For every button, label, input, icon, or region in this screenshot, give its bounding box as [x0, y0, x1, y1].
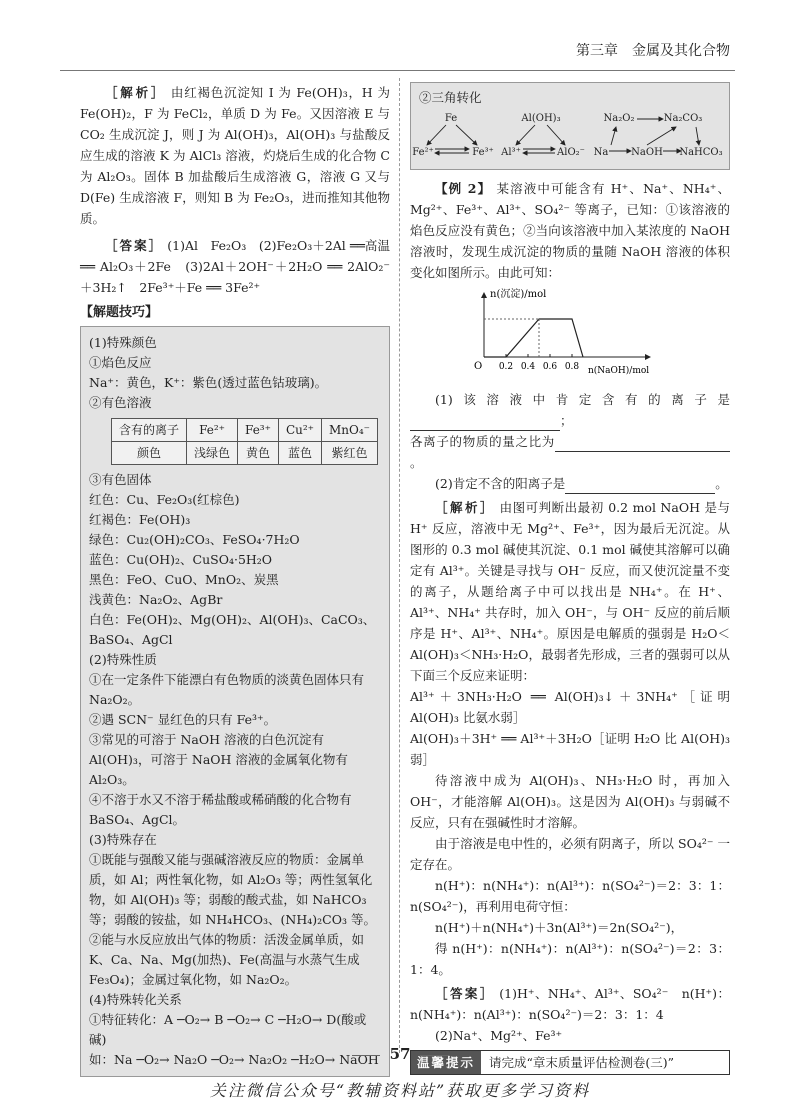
- analysis-line: 由于溶液是电中性的，必须有阴离子，所以 SO₄²⁻ 一定存在。: [410, 836, 730, 872]
- footer-note: 关注微信公众号“教辅资料站”获取更多学习资料: [209, 1081, 591, 1100]
- page-number-text: 57: [389, 1045, 411, 1063]
- table-cell: MnO₄⁻: [322, 419, 378, 442]
- tip-label: 温馨提示: [411, 1051, 481, 1074]
- tri-node: Na₂O₂: [603, 113, 635, 124]
- tri-node: Fe³⁺: [472, 147, 494, 158]
- tri-node: Na: [593, 147, 609, 158]
- chapter-header: 第三章 金属及其化合物: [576, 43, 730, 59]
- analysis-paragraph: [80, 82, 390, 229]
- answer-2-paragraph: [410, 983, 730, 1025]
- answer-paragraph: [80, 235, 390, 298]
- answer-text: (1)Al Fe₂O₃ (2)Fe₂O₃＋2Al ══高温══ Al₂O₃＋2Fe (3)2Al＋2OH⁻＋2H₂O ══ 2AlO₂⁻＋3H₂↑ 2Fe³⁺＋Fe ══ 3Fe²⁺: [80, 238, 390, 295]
- analysis-line: n(H⁺)：n(NH₄⁺)：n(Al³⁺)：n(SO₄²⁻)＝2：3：1：n(SO₄²⁻)，再利用电荷守恒：: [410, 878, 730, 914]
- x-tick-label: 0.4: [520, 362, 536, 372]
- table-cell: Cu²⁺: [278, 419, 321, 442]
- table-cell: 黄色: [238, 442, 279, 465]
- example-text: 某溶液中可能含有 H⁺、Na⁺、NH₄⁺、Mg²⁺、Fe³⁺、Al³⁺、SO₄²⁻ 等离子，已知：①该溶液的焰色反应没有黄色；②当向该溶液中加入某浓度的 NaOH 溶液时，发现生成沉淀的物质的量随 NaOH 溶液的体积变化如图所示。由此可知：: [410, 181, 730, 280]
- answer-blank[interactable]: [555, 451, 730, 452]
- analysis-text: 由红褐色沉淀知 I 为 Fe(OH)₃，H 为 Fe(OH)₂，F 为 FeCl₂，单质 D 为 Fe。又因溶液 E 与 CO₂ 生成沉淀 J，则 J 为 Al(OH)₃，Al(OH)₃ 与盐酸反应生成的溶液 K 为 AlCl₃ 溶液，灼烧后生成的化合物 C 为 Al₂O₃。固体 B 加盐酸后生成溶液 G，溶液 G 又与 D(Fe) 生成溶液 F，则知 B 为 Fe₂O₃，进而推知其他物质。: [80, 85, 390, 226]
- list-item: ①既能与强酸又能与强碱溶液反应的物质：金属单质，如 Al；两性氧化物，如 Al₂O₃ 等；两性氢氧化物，如 Al(OH)₃ 等；弱酸的酸式盐，如 NaHCO₃ 等；弱酸的铵盐，如 NH₄HCO₃、(NH₄)₂CO₃ 等。: [89, 852, 376, 927]
- list-item: 浅黄色：Na₂O₂、AgBr: [89, 592, 223, 607]
- ion-color-table: [111, 418, 378, 465]
- table-cell: Fe³⁺: [238, 419, 279, 442]
- example-label: 【例 2】: [435, 181, 492, 196]
- list-item: 黑色：FeO、CuO、MnO₂、炭黑: [89, 572, 279, 587]
- question-text: (2)肯定不含的阳离子是: [435, 476, 566, 491]
- list-item: ③常见的可溶于 NaOH 溶液的白色沉淀有 Al(OH)₃，可溶于 NaOH 溶液的金属氧化物有 Al₂O₃。: [89, 732, 348, 787]
- header-rule: [60, 70, 735, 71]
- answer-label: ［答案］: [105, 238, 164, 253]
- tips-box: [80, 326, 390, 1077]
- triangle-conversion-box: [410, 82, 730, 170]
- analysis-text: 由图可判断出最初 0.2 mol NaOH 是与 H⁺ 反应，溶液中无 Mg²⁺、Fe³⁺，因为最后无沉淀。从图形的 0.3 mol 碱使其沉淀、0.1 mol 碱使其溶解可以确定有 Al³⁺。关键是寻找与 OH⁻ 反应，而又使沉淀量不变的离子，从题给离子中可以找出是 NH₄⁺。在 H⁺、Al³⁺、NH₄⁺ 共存时，加入 OH⁻，与 OH⁻ 反应的前后顺序是 H⁺、Al³⁺、NH₄⁺。原因是电解质的强弱是 H₂O＜Al(OH)₃＜NH₃·H₂O，最弱者先形成，三者的强弱可以从下面三个反应来证明：: [410, 500, 730, 683]
- tri-node: NaHCO₃: [679, 147, 723, 158]
- answer-label: ［答案］: [435, 986, 495, 1001]
- table-cell: Fe²⁺: [187, 419, 238, 442]
- left-column: [80, 82, 390, 1077]
- y-axis-label: n(沉淀)/mol: [490, 289, 547, 300]
- column-divider: [399, 78, 400, 1053]
- answer-text: (1)H⁺、NH₄⁺、Al³⁺、SO₄²⁻ n(H⁺)：n(NH₄⁺)：n(Al³⁺)：n(SO₄²⁻)＝2：3：1：4: [410, 986, 730, 1022]
- right-column: [410, 82, 730, 1075]
- tip-1a: ①焰色反应: [89, 355, 152, 370]
- tip-section-1: (1)特殊颜色: [89, 335, 157, 350]
- question-1a: (1)该溶液中肯定含有的离子是；: [410, 389, 730, 431]
- question-text: 各离子的物质的量之比为: [410, 434, 555, 449]
- tri-node: Na₂CO₃: [663, 113, 703, 124]
- table-cell: 含有的离子: [112, 419, 187, 442]
- analysis-label: ［解析］: [435, 500, 496, 515]
- analysis-line: 得 n(H⁺)：n(NH₄⁺)：n(Al³⁺)：n(SO₄²⁻)＝2：3：1：4。: [410, 941, 730, 977]
- triangle-diagram: [411, 83, 731, 169]
- list-item: ②能与水反应放出气体的物质：活泼金属单质，如 K、Ca、Na、Mg(加热)、Fe(高温与水蒸气生成 Fe₃O₄)；金属过氧化物，如 Na₂O₂。: [89, 932, 365, 987]
- answer-blank[interactable]: [565, 493, 715, 494]
- x-tick-label: 0.8: [564, 362, 580, 372]
- list-item: 白色：Fe(OH)₂、Mg(OH)₂、Al(OH)₃、CaCO₃、BaSO₄、AgCl: [89, 612, 376, 647]
- tri-node: NaOH: [631, 147, 663, 158]
- equation-2: Al(OH)₃＋3H⁺ ══ Al³⁺＋3H₂O［证明 H₂O 比 Al(OH)₃ 弱］: [410, 731, 730, 767]
- list-item: 红色：Cu、Fe₂O₃(红棕色): [89, 492, 240, 507]
- list-item: 红褐色：Fe(OH)₃: [89, 512, 191, 527]
- analysis-label: ［解析］: [105, 85, 167, 100]
- table-cell: 蓝色: [278, 442, 321, 465]
- table-cell: 紫红色: [322, 442, 378, 465]
- tip-1a-text: Na⁺：黄色，K⁺：紫色(透过蓝色钴玻璃)。: [89, 375, 328, 390]
- tip-1b: ②有色溶液: [89, 395, 152, 410]
- conversion-line-1: ①特征转化：A ─O₂→ B ─O₂→ C ─H₂O→ D(酸或碱): [89, 1012, 367, 1047]
- list-item: 蓝色：Cu(OH)₂、CuSO₄·5H₂O: [89, 552, 273, 567]
- page-number: [0, 1045, 800, 1063]
- table-row: [112, 419, 378, 442]
- question-text: (1)该溶液中肯定含有的离子是: [435, 392, 730, 407]
- tip-1c: ③有色固体: [89, 472, 152, 487]
- origin-label: O: [474, 361, 483, 372]
- tip-section-4: (4)特殊转化关系: [89, 992, 182, 1007]
- triangle-title: ②三角转化: [419, 90, 482, 105]
- table-row: [112, 442, 378, 465]
- question-1b: 各离子的物质的量之比为。: [410, 431, 730, 473]
- example-paragraph: [410, 178, 730, 283]
- list-item: ④不溶于水又不溶于稀盐酸或稀硝酸的化合物有 BaSO₄、AgCl。: [89, 792, 352, 827]
- analysis-line: n(H⁺)＋n(NH₄⁺)＋3n(Al³⁺)＝2n(SO₄²⁻)，: [435, 920, 684, 935]
- list-item: ②遇 SCN⁻ 显红色的只有 Fe³⁺。: [89, 712, 277, 727]
- answer-line: (2)Na⁺、Mg²⁺、Fe³⁺: [435, 1028, 563, 1043]
- precipitate-chart: [470, 287, 660, 379]
- list-item: ①在一定条件下能漂白有色物质的淡黄色固体只有 Na₂O₂。: [89, 672, 365, 707]
- tri-node: Al³⁺: [501, 147, 521, 158]
- x-tick-label: 0.2: [498, 362, 514, 372]
- series-line: [484, 319, 583, 357]
- analysis-2-paragraph: [410, 497, 730, 686]
- table-cell: 颜色: [112, 442, 187, 465]
- tip-section-2: (2)特殊性质: [89, 652, 157, 667]
- tri-node: Al(OH)₃: [521, 113, 561, 124]
- analysis-line: 待溶液中成为 Al(OH)₃、NH₃·H₂O 时，再加入 OH⁻，才能溶解 Al(OH)₃。这是因为 Al(OH)₃ 与弱碱不反应，只有在强碱性时才溶解。: [410, 773, 730, 830]
- list-item: 绿色：Cu₂(OH)₂CO₃、FeSO₄·7H₂O: [89, 532, 300, 547]
- tri-node: Fe²⁺: [412, 147, 434, 158]
- question-2: (2)肯定不含的阳离子是 。: [410, 473, 730, 494]
- table-cell: 浅绿色: [187, 442, 238, 465]
- tip-text: 请完成“章末质量评估检测卷(三)”: [489, 1055, 675, 1070]
- tip-section-3: (3)特殊存在: [89, 832, 157, 847]
- conversion-line-2: 如：Na ─O₂→ Na₂O ─O₂→ Na₂O₂ ─H₂O→ NaOH: [89, 1052, 379, 1067]
- tri-node: AlO₂⁻: [557, 147, 585, 158]
- tri-node: Fe: [444, 113, 458, 124]
- x-tick-label: 0.6: [542, 362, 558, 372]
- equation-1: Al³⁺＋3NH₃·H₂O ══ Al(OH)₃↓＋3NH₄⁺［证明 Al(OH)₃ 比氨水弱］: [410, 689, 730, 725]
- x-axis-label: n(NaOH)/mol: [588, 366, 650, 376]
- tips-title: 【解题技巧】: [80, 305, 159, 320]
